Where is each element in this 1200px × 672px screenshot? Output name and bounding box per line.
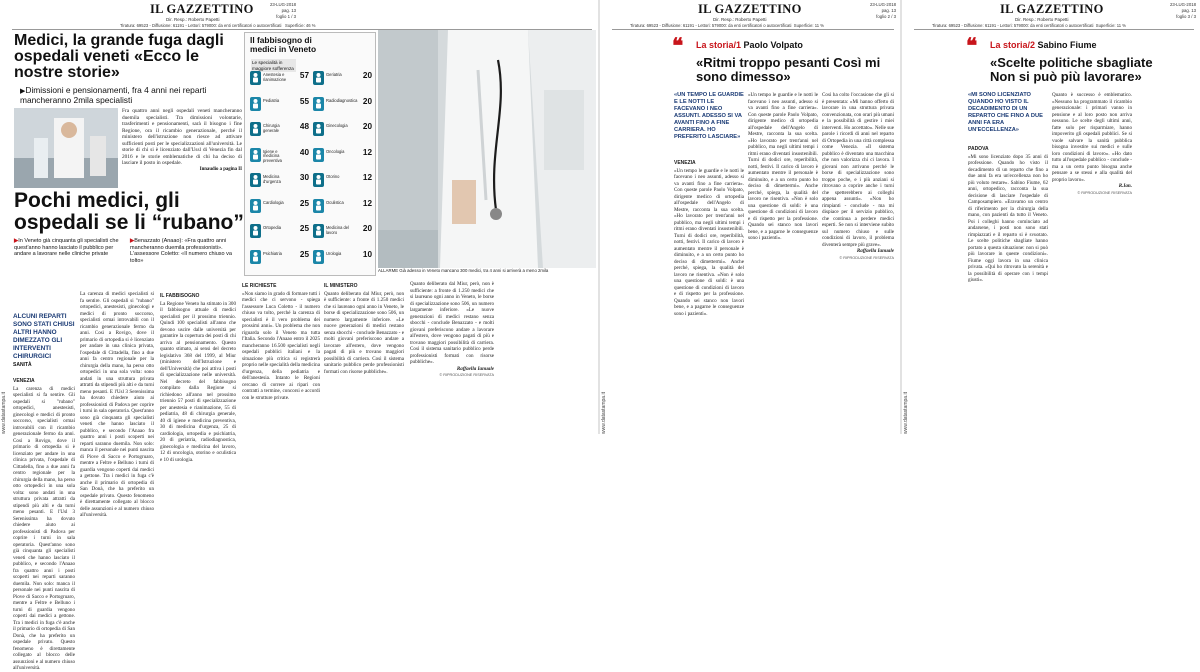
specialty-row <box>313 173 375 193</box>
specialty-row <box>250 122 312 142</box>
specialty-value: 30 <box>299 173 309 182</box>
specialty-name: Igiene e medicina preventiva <box>263 148 282 163</box>
box-subtitle: Le specialità in maggiore sofferenza <box>251 59 296 72</box>
specialty-value: 20 <box>362 96 372 106</box>
specialty-icon <box>250 173 261 187</box>
specialty-name: Otorino <box>326 174 340 179</box>
specialty-value: 57 <box>299 71 309 80</box>
specialty-icon <box>250 71 261 85</box>
doctor-photo-small <box>14 108 118 188</box>
second-headline: Pochi medici, gli ospedali se li “rubano” <box>14 189 244 234</box>
specialty-icon <box>313 97 324 111</box>
specialty-icon <box>250 97 261 111</box>
kicker: La storia/2 Sabino Fiume <box>990 40 1097 50</box>
specialty-box <box>244 32 376 276</box>
sidebar-callout <box>13 313 75 368</box>
specialty-row <box>313 199 375 219</box>
masthead: IL GAZZETTINO <box>698 2 802 16</box>
director-line: Dir. Resp.: Roberto Papetti <box>166 17 220 22</box>
specialty-row <box>313 148 375 168</box>
article-col-3: IL FABBISOGNO La Regione Veneto ha stimato in 300 il fabbisogno attuale di medici specialisti per il prossimo triennio. Quindi 100 specialisti all'anno che devono uscire dalle università per garantire la copertura dei posti di chi arriva al pensionamento. Questo quanto stimato, ai sensi del decreto legislativo 368 del 1999, al Miur (ministero dell'Istruzione e dell'Università) che poi attiva i posti di specializzazione nelle università. Nel decreto del fabbisogno compilato dalla Regione si richiedono all'anno nel prossimo triennio 57 posti di specializzazione per anestesia e rianimazione, 55 di pediatria, 48 di chirurgia generale, 40 di igiene e medicina preventiva, 30 di medicina d'urgenza, 25 di cardiologia, ortopedia e psichiatria, 20 di geriatria, radiodiagnostica, ginecologia e medicina del lavoro, 12 di oncologia, otorino e oculistica e 10 di urologia. <box>160 293 236 463</box>
specialty-name: Psichiatria <box>263 250 282 256</box>
specialty-icon <box>313 71 324 85</box>
story-col-2: «Un tempo le guardie e le notti le facevano i neo assunti, adesso si va avanti fino a fine carriera». Con queste parole Paolo Volpato, dirigente medico di ortopedia all'ospedale dell'Angelo di Mestre, racconta la sua scelta. «Ho lavorato per trent'anni nel pubblico, ma negli ultimi tempi i ritmi erano diventati insostenibili. Turni di dodici ore, reperibilità, notti, festivi. Il carico di lavoro è aumentato mentre il personale è diminuito, e a un certo punto ho deciso di dimettermi». Anche perché, spiega, la qualità del lavoro ne risentiva. «Non è solo una questione di soldi: è una questione di condizioni di lavoro e di rispetto per la professione. Quando sei stanco non lavori bene, e a pagarne le conseguenze sono i pazienti». <box>748 92 818 241</box>
specialty-name: Urologia <box>326 250 342 256</box>
specialty-row <box>250 250 312 270</box>
photo-caption: ALLARME Già adesso in Veneto mancano 300 medici, tra 4 anni si arriverà a meno 2mila <box>378 268 549 273</box>
masthead: IL GAZZETTINO <box>1000 2 1104 16</box>
specialty-name: Pediatria <box>263 97 280 103</box>
specialty-name: Cardiologia <box>263 199 284 205</box>
specialty-icon <box>313 199 324 213</box>
specialty-icon <box>250 224 261 238</box>
specialty-icon <box>250 199 261 213</box>
specialty-name: Radiodiagnostica <box>326 97 358 103</box>
clipping-page-1 <box>0 0 598 671</box>
specialty-value: 25 <box>299 249 309 259</box>
main-headline: Medici, la grande fuga dagli ospedali veneti «Ecco le nostre storie» <box>14 32 224 81</box>
article-col-5: IL MINISTERO Quanto deliberato dal Miur, però, non è sufficiente: a fronte di 1.250 medici che si laureano ogni anno in Veneto, le borse di specializzazione sono 506, un numero largamente inferiore. «Le nuove generazioni di medici restano senza sbocchi - conclude Benazzato - e molti giovani preferiscono andare a lavorare all'estero, dove vengono pagati di più e trovano maggiori possibilità di carriera. Così il sistema sanitario pubblico perde professionisti formati con risorse pubbliche». <box>324 283 404 375</box>
story-col-1: PADOVA «Mi sono licenziato dopo 35 anni di professione. Quando ho visto il decadimento di un reparto che fino a due anni fa era un'eccellenza non ho più voluto restare». Sabino Fiume, 62 anni, ortopedico, racconta la sua decisione di lasciare l'ospedale di Camposampiero. «Eravamo un centro di riferimento per la chirurgia della mano, con pazienti da tutto il Veneto. Poi i colleghi hanno cominciato ad andarsene, i posti non sono stati rimpiazzati e il reparto si è svuotato. Le scelte politiche sbagliate hanno portato a questa situazione: non si può più lavorare in queste condizioni». Fiume oggi lavora in una clinica privata. «Qui ho ritrovato la serenità e la possibilità di operare con i tempi giusti». <box>968 146 1048 283</box>
specialty-row <box>250 97 312 117</box>
specialty-row <box>250 148 312 168</box>
side-url: www.datastampa.it <box>903 392 909 434</box>
specialty-name: Ortopedia <box>263 225 281 230</box>
specialty-value: 20 <box>362 122 372 131</box>
specialty-value: 20 <box>362 224 372 233</box>
specialty-value: 12 <box>362 198 372 208</box>
side-url: www.datastampa.it <box>601 392 607 434</box>
specialty-row <box>313 71 375 91</box>
circulation-line: Tiratura: 69523 - Diffusione: 61191 - Lettori: 579000: da enti certificatori o autocertificati Superficie: 11 % <box>932 23 1126 28</box>
clipping-page-3 <box>902 0 1200 434</box>
specialty-icon <box>313 173 324 187</box>
story-col-2: Quanto è successo è emblematico. «Nessuno ha programmato il ricambio generazionale: i primari vanno in pensione e al loro posto non arriva nessuno. Le scelte degli ultimi anni, fatte solo per risparmiare, hanno impoverito gli ospedali pubblici. Se si vuole salvare la sanità pubblica bisogna investire sui medici e sulle loro condizioni di lavoro». «Ho dato tutto all'ospedale pubblico - conclude - ma a un certo punto bisogna anche pensare a se stessi e alla qualità del proprio lavoro». R.Ian. © RIPRODUZIONE RISERVATA <box>1052 92 1132 195</box>
date-block: 23-LUG-2018 pag. 13 foglio 3 / 3 <box>1169 2 1196 19</box>
specialty-name: Oculistica <box>326 199 344 205</box>
specialty-icon <box>250 122 261 136</box>
article-col-6: Quanto deliberato dal Miur, però, non è sufficiente: a fronte di 1.250 medici che si laureano ogni anno in Veneto, le borse di specializzazione sono 506, un numero largamente inferiore. «Le nuove generazioni di medici restano senza sbocchi - conclude Benazzato - e molti giovani preferiscono andare a lavorare all'estero, dove vengono pagati di più e trovano maggiori possibilità di carriera. Così il sistema sanitario pubblico perde professionisti formati con risorse pubbliche». Raffaella Ianuale © RIPRODUZIONE RISERVATA <box>410 281 494 377</box>
specialty-icon <box>250 148 261 162</box>
box-title: Il fabbisogno di medici in Veneto <box>250 35 317 54</box>
headline: «Scelte politiche sbagliate Non si può più lavorare» <box>990 55 1153 84</box>
lead-quote: «MI SONO LICENZIATO QUANDO HO VISTO IL DECADIMENTO DI UN REPARTO CHE FINO A DUE ANNI FA ERA UN'ECCELLENZA» <box>968 92 1043 133</box>
story-col-1: VENEZIA «Un tempo le guardie e le notti le facevano i neo assunti, adesso si va avanti fino a fine carriera». Con queste parole Paolo Volpato, dirigente medico di ortopedia all'ospedale dell'Angelo di Mestre, racconta la sua scelta. «Ho lavorato per trent'anni nel pubblico, ma negli ultimi tempi i ritmi erano diventati insostenibili. Turni di dodici ore, reperibilità, notti, festivi. Il carico di lavoro è aumentato mentre il personale è diminuito, e a un certo punto ho deciso di dimettermi». Anche perché, spiega, la qualità del lavoro ne risentiva. «Non è solo una questione di soldi: è una questione di condizioni di lavoro e di rispetto per la professione. Quando sei stanco non lavori bene, e a pagarne le conseguenze sono i pazienti». <box>674 160 744 317</box>
specialty-row <box>313 224 375 244</box>
kicker: La storia/1 Paolo Volpato <box>696 40 803 50</box>
specialty-value: 20 <box>362 71 372 80</box>
specialty-name: Medicina d'urgenza <box>263 174 281 184</box>
specialty-value: 25 <box>299 198 309 208</box>
intro-text: Fra quattro anni negli ospedali veneti mancheranno duemila specialisti. Tra dimissioni volontarie, trasferimenti e pensionamenti, sarà il bisogno i fine Regione, ora il ricambio generazionale, perché il ministero dell'istruzione non riesce ad attivare sufficienti posti per le specializzazioni all'università. Le storie di chi si è licenziato dall'Ussl di Venezia fin dal 2016 e le storie emblematiche di chi ha deciso di lasciare il posto in ospedale. Innaudio a pagina II <box>122 108 242 172</box>
quote-mark-icon: ❝ <box>966 35 978 58</box>
headline: «Ritmi troppo pesanti Così mi sono dimesso» <box>696 55 881 84</box>
header-rule <box>914 29 1194 30</box>
deck: ▶Dimissioni e pensionamenti, fra 4 anni nei reparti mancheranno 2mila specialisti <box>20 85 207 106</box>
sidebar-tag: SANITÀ <box>13 362 32 368</box>
specialty-icon <box>313 148 324 162</box>
quote-mark-icon: ❝ <box>672 35 684 58</box>
specialty-name: Geriatria <box>326 72 342 77</box>
circulation-line: Tiratura: 69523 - Diffusione: 61191 - Lettori: 579000: da enti certificatori o autocertificati Superficie: 46 % <box>120 23 316 28</box>
specialty-value: 40 <box>299 147 309 157</box>
specialty-row <box>313 122 375 142</box>
specialty-row <box>313 97 375 117</box>
lead-quote: «UN TEMPO LE GUARDIE E LE NOTTI LE FACEVANO I NEO ASSUNTI. ADESSO SI VA AVANTI FINO A FINE CARRIERA. HO PREFERITO LASCIARE» <box>674 92 744 140</box>
clipping-page-2 <box>600 0 900 434</box>
specialty-name: Oncologia <box>326 148 345 154</box>
specialty-icon <box>250 250 261 264</box>
specialty-row <box>250 173 312 193</box>
specialty-name: Anestesia e rianimazione <box>263 72 287 82</box>
masthead: IL GAZZETTINO <box>150 2 254 16</box>
director-line: Dir. Resp.: Roberto Papetti <box>1015 17 1069 22</box>
specialty-icon <box>313 250 324 264</box>
bullet-2: ▶Benazzato (Anaao): «Fra quattro anni mancheranno duemila professionisti». L'assessore Coletto: «Il numero chiuso va tolto» <box>130 238 232 264</box>
specialty-name: Ginecologia <box>326 123 348 128</box>
specialty-value: 12 <box>362 147 372 157</box>
specialty-row <box>250 71 312 91</box>
circulation-line: Tiratura: 69523 - Diffusione: 61191 - Lettori: 579000: da enti certificatori o autocertificati Superficie: 11 % <box>630 23 824 28</box>
specialty-icon <box>313 122 324 136</box>
side-url: www.datastampa.it <box>1 392 7 434</box>
date-block: 23-LUG-2018 pag. 13 foglio 1 / 3 <box>269 2 296 19</box>
bullet-1: ▶In Veneto già cinquanta gli specialisti che quest'anno hanno lasciato il pubblico per andare a lavorare nelle cliniche private <box>14 238 119 257</box>
article-col-2: La carenza di medici specialisti si fa sentire. Gli ospedali si "rubano" ortopedici, anestesisti, ginecologi e medici di pronto soccorso, specialisti ormai introvabili con il ricambio generazionale fermo da anni. Così a Rovigo, dove il primario di ortopedia si è licenziato per andare in una clinica privata, l'ospedale di Cittadella, fino a due anni fa centro regionale per la chirurgia della mano, ha perso otto ortopedici in una sola volta: sono andati in una struttura privata attratti da stipendi più alti e da turni meno pesanti. E l'Usl 3 Serenissima ha dovuto chiedere aiuto ai professionisti di Padova per coprire i turni in sala operatoria. Quest'anno sono già cinquanta gli specialisti veneti che hanno lasciato il pubblico, e secondo l'Anaao fra quattro anni i posti scoperti nei reparti saranno duemila. Non solo: manca il personale nei punti nascita di Piove di Sacco e Portogruaro, mentre a Feltre e Belluno i turni di guardia vengono coperti dai medici a gettone. Tra i medici in fuga c'è anche il primario di ortopedia di San Donà, che ha preferito un ospedale privato. Questo fenomeno è direttamente collegato al blocco delle assunzioni e al numero chiuso all'università. <box>80 291 154 518</box>
specialty-value: 55 <box>299 96 309 106</box>
doctors-photo <box>378 30 596 268</box>
specialty-icon <box>313 224 324 238</box>
specialty-row <box>313 250 375 270</box>
specialty-value: 48 <box>299 122 309 131</box>
date-block: 23-LUG-2018 pag. 13 foglio 2 / 3 <box>869 2 896 19</box>
specialty-name: Medicina del lavoro <box>326 225 349 235</box>
specialty-value: 12 <box>362 173 372 182</box>
specialty-value: 25 <box>299 224 309 233</box>
specialty-value: 10 <box>362 249 372 259</box>
director-line: Dir. Resp.: Roberto Papetti <box>713 17 767 22</box>
specialty-name: Chirurgia generale <box>263 123 280 133</box>
specialty-row <box>250 199 312 219</box>
sidebar-text: ALCUNI REPARTI SONO STATI CHIUSI ALTRI HANNO DIMEZZATO GLI INTERVENTI CHIRURGICI <box>13 313 75 360</box>
story-col-3: Così ha colto l'occasione che gli si è presentata: «Mi hanno offerto di lavorare in una struttura privata convenzionata, con orari più umani e la possibilità di gestire i miei interventi. Ho accettato». Nelle sue parole i ricordi di anni nel reparto di Ortopedia in una città complessa come Venezia. «Il sistema pubblico è diventato una macchina che non valorizza chi ci lavora. I giovani non arrivano perché le borse di specializzazione sono troppo poche, e i più anziani si ritrovano a coprire anche i turni che spetterebbero ai colleghi appena assunti». «Non ho rimpianti - conclude - ma mi dispiace per il servizio pubblico, che continua a perdere medici esperti. Se non si interviene subito sul numero chiuso e sulle condizioni di lavoro, il problema diventerà sempre più grave». Raffaella Ianuale © RIPRODUZIONE RISERVATA <box>822 92 894 260</box>
header-rule <box>612 29 894 30</box>
article-col-1: VENEZIA La carenza di medici specialisti si fa sentire. Gli ospedali si "rubano" ortopedici, anestesisti, ginecologi e medici di pronto soccorso, specialisti ormai introvabili con il ricambio generazionale fermo da anni. Così a Rovigo, dove il primario di ortopedia si è licenziato per andare in una clinica privata, l'ospedale di Cittadella, fino a due anni fa centro regionale per la chirurgia della mano, ha perso otto ortopedici in una sola volta: sono andati in una struttura privata attratti da stipendi più alti e da turni meno pesanti. E l'Usl 3 Serenissima ha dovuto chiedere aiuto ai professionisti di Padova per coprire i turni in sala operatoria. Quest'anno sono già cinquanta gli specialisti veneti che hanno lasciato il pubblico, e secondo l'Anaao fra quattro anni i posti scoperti nei reparti saranno duemila. Non solo: manca il personale nei punti nascita di Piove di Sacco e Portogruaro, mentre a Feltre e Belluno i turni di guardia vengono coperti dai medici a gettone. Tra i medici in fuga c'è anche il primario di ortopedia di San Donà, che ha preferito un ospedale privato. Questo fenomeno è direttamente collegato al blocco delle assunzioni e al numero chiuso all'università. <box>13 378 75 671</box>
specialty-row <box>250 224 312 244</box>
article-col-4: LE RICHIESTE «Non siamo in grado di formare tutti i medici che ci servono - spiega l'assessore Luca Coletto - il numero chiuso va tolto, perché la carenza di specialisti è il vero problema dei prossimi anni». Un problema che non riguarda solo il Veneto ma tutta l'Italia. Secondo l'Anaao entro il 2025 mancheranno 16.500 specialisti negli ospedali pubblici italiani e la situazione più critica si registrerà proprio nelle specialità della medicina d'urgenza, della pediatria e dell'anestesia. Intanto le Regioni cercano di correre ai ripari con contratti a termine, concorsi e accordi con le strutture private. <box>242 283 320 401</box>
